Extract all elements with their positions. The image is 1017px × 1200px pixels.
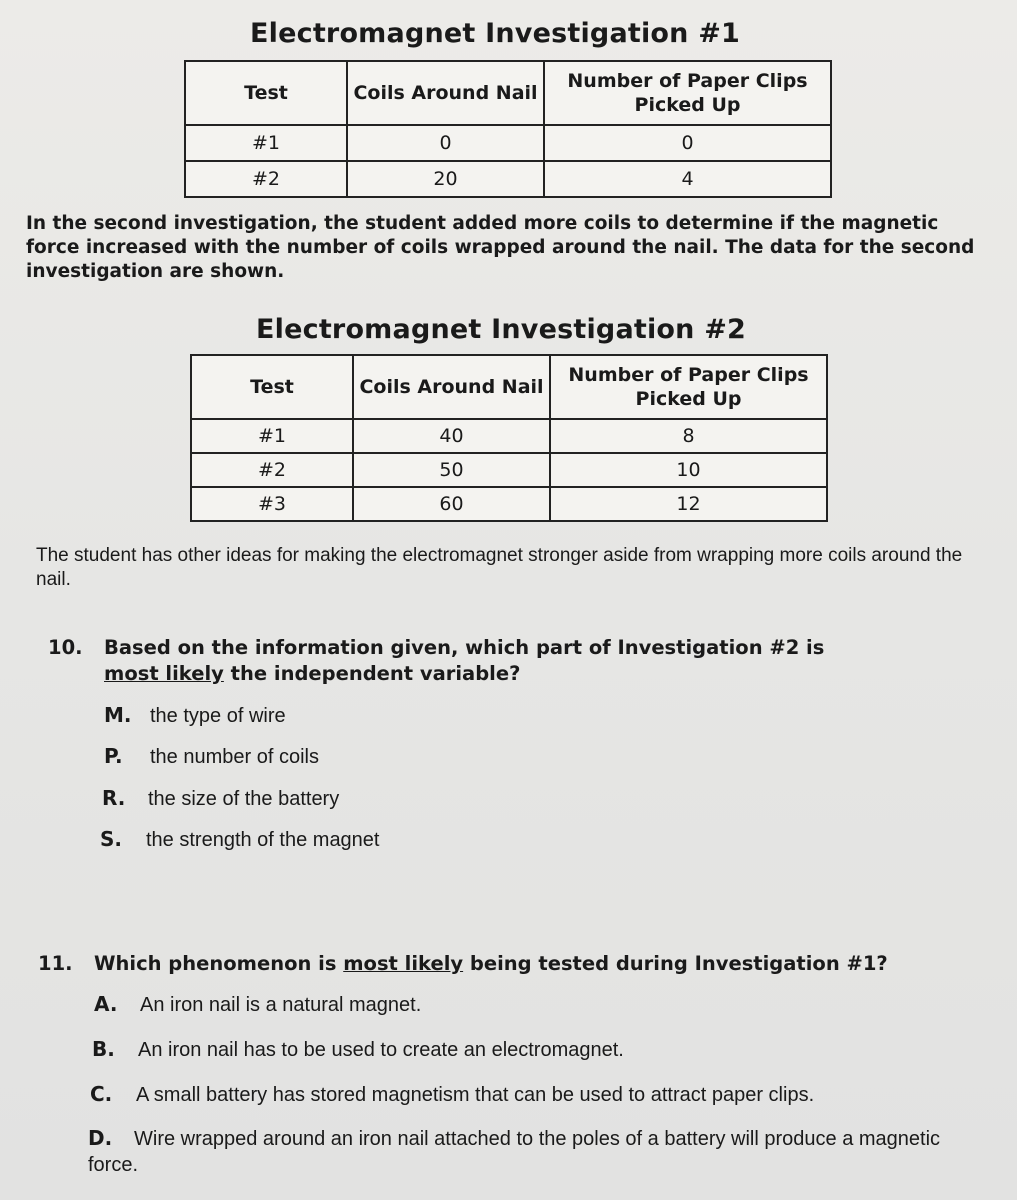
investigation1-table: [184, 60, 832, 198]
cell-test: #1: [191, 419, 353, 453]
table-header-row: [191, 355, 827, 419]
investigation2-table: [190, 354, 828, 522]
answer-option-s[interactable]: [100, 826, 380, 853]
option-text: the size of the battery: [148, 788, 340, 810]
cell-test: #3: [191, 487, 353, 521]
question-text-part2: being tested during Investigation #1?: [463, 952, 888, 975]
option-letter: P.: [104, 744, 123, 768]
cell-test: #2: [185, 161, 347, 197]
option-letter: R.: [102, 786, 126, 810]
option-letter: B.: [92, 1037, 115, 1061]
investigation1-title: Electromagnet Investigation #1: [250, 18, 741, 49]
cell-clips: 8: [550, 419, 827, 453]
answer-option-a[interactable]: [94, 991, 421, 1018]
question-underlined: most likely: [104, 662, 224, 685]
question-text-part1: Based on the information given, which part of Investigation #2 is: [104, 636, 825, 659]
other-ideas-paragraph: The student has other ideas for making the electromagnet stronger aside from wrapping more coils around the nail.: [36, 545, 963, 590]
option-text: the strength of the magnet: [146, 829, 380, 851]
cell-coils: 0: [347, 125, 544, 161]
cell-coils: 60: [353, 487, 550, 521]
option-text: Wire wrapped around an iron nail attached to the poles of a battery will produce a magnetic force.: [88, 1128, 941, 1176]
question-number: 11.: [38, 952, 73, 975]
option-text: An iron nail has to be used to create an electromagnet.: [138, 1039, 624, 1061]
option-text: A small battery has stored magnetism that can be used to attract paper clips.: [136, 1084, 815, 1106]
answer-option-r[interactable]: [102, 785, 339, 812]
option-letter: D.: [88, 1126, 113, 1150]
question-11: [38, 951, 998, 977]
table-header-row: [185, 61, 831, 125]
table-row: [191, 419, 827, 453]
cell-coils: 20: [347, 161, 544, 197]
option-text: An iron nail is a natural magnet.: [140, 994, 422, 1016]
table-row: [191, 487, 827, 521]
option-text: the type of wire: [150, 705, 286, 727]
question-text-part2: the independent variable?: [223, 662, 521, 685]
header-paper-clips: Number of Paper Clips Picked Up: [550, 355, 827, 419]
header-test: Test: [185, 61, 347, 125]
option-text: the number of coils: [150, 746, 319, 768]
table-row: [185, 125, 831, 161]
cell-clips: 4: [544, 161, 831, 197]
header-coils: Coils Around Nail: [353, 355, 550, 419]
answer-option-p[interactable]: [104, 743, 319, 770]
cell-test: #1: [185, 125, 347, 161]
cell-coils: 50: [353, 453, 550, 487]
header-test: Test: [191, 355, 353, 419]
question-10: [48, 635, 948, 687]
cell-clips: 12: [550, 487, 827, 521]
header-coils: Coils Around Nail: [347, 61, 544, 125]
cell-clips: 10: [550, 453, 827, 487]
table-row: [191, 453, 827, 487]
answer-option-c[interactable]: [90, 1081, 1010, 1108]
cell-clips: 0: [544, 125, 831, 161]
cell-test: #2: [191, 453, 353, 487]
option-letter: C.: [90, 1082, 113, 1106]
answer-option-d[interactable]: [88, 1125, 948, 1178]
answer-option-b[interactable]: [92, 1036, 624, 1063]
investigation2-title: Electromagnet Investigation #2: [256, 314, 747, 345]
answer-option-m[interactable]: [104, 702, 286, 729]
cell-coils: 40: [353, 419, 550, 453]
header-paper-clips: Number of Paper Clips Picked Up: [544, 61, 831, 125]
question-underlined: most likely: [343, 952, 464, 975]
table-row: [185, 161, 831, 197]
option-letter: M.: [104, 703, 132, 727]
option-letter: S.: [100, 827, 123, 851]
question-text-part1: Which phenomenon is: [94, 952, 344, 975]
option-letter: A.: [94, 992, 118, 1016]
intro-paragraph: In the second investigation, the student added more coils to determine if the magnetic force increased with the number of coils wrapped around the nail. The data for the second investigation are shown.: [26, 213, 975, 282]
question-number: 10.: [48, 636, 83, 659]
